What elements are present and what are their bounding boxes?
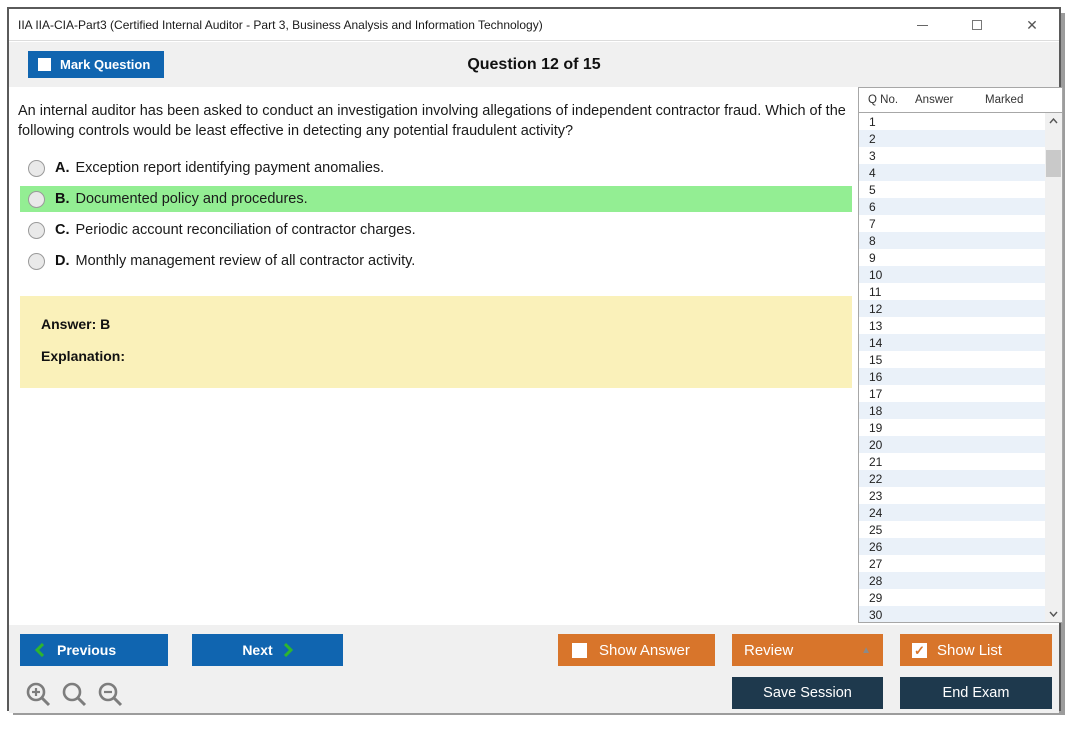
show-list-checkbox[interactable] xyxy=(912,643,927,658)
option-text: Documented policy and procedures. xyxy=(75,191,308,207)
option-c[interactable] xyxy=(20,217,852,243)
question-list-row[interactable]: 27 xyxy=(869,556,883,571)
show-list-button[interactable] xyxy=(900,634,1052,666)
option-letter: C. xyxy=(55,222,70,238)
question-list-row[interactable]: 6 xyxy=(859,198,1045,215)
save-session-button[interactable] xyxy=(732,677,883,709)
previous-button[interactable] xyxy=(20,634,168,666)
window-title: IIA IIA-CIA-Part3 (Certified Internal Auditor - Part 3, Business Analysis and Information Technology) xyxy=(18,18,543,32)
question-list-row[interactable]: 14 xyxy=(859,334,1045,351)
question-list-row[interactable]: 15 xyxy=(869,352,883,367)
show-answer-checkbox[interactable] xyxy=(572,643,587,658)
answer-panel xyxy=(20,296,852,388)
question-list-row[interactable]: 18 xyxy=(859,402,1045,419)
explanation-line: Explanation: xyxy=(41,348,126,364)
question-list-row[interactable]: 1 xyxy=(869,114,876,129)
scroll-down-icon[interactable] xyxy=(1045,606,1062,622)
option-text: Monthly management review of all contractor activity. xyxy=(75,253,416,269)
scrollbar-thumb[interactable] xyxy=(1046,150,1061,177)
option-letter: B. xyxy=(55,191,70,207)
question-list-header xyxy=(859,88,1062,113)
question-list-row[interactable]: 11 xyxy=(869,284,882,299)
chevron-left-icon xyxy=(35,643,44,657)
question-list-row[interactable]: 30 xyxy=(859,606,1045,622)
column-marked: Marked xyxy=(985,94,1024,106)
column-answer: Answer xyxy=(915,94,954,106)
zoom-in-icon[interactable] xyxy=(25,681,52,708)
question-list-row[interactable]: 3 xyxy=(869,148,876,163)
question-list-row[interactable]: 20 xyxy=(859,436,1045,453)
option-text: Periodic account reconciliation of contractor charges. xyxy=(75,222,416,238)
chevron-right-icon xyxy=(284,643,293,657)
column-q-no: Q No. xyxy=(868,94,899,106)
close-icon[interactable]: ✕ xyxy=(1026,17,1038,33)
question-text: An internal auditor has been asked to conduct an investigation involving allegations of independent contractor fraud. Which of the following controls would be least effective in detecting any potential fraudulent activity? xyxy=(18,103,846,139)
question-header-band xyxy=(9,42,1059,87)
question-list-row[interactable]: 23 xyxy=(869,488,883,503)
app-window xyxy=(7,7,1061,711)
question-list-row[interactable]: 19 xyxy=(869,420,883,435)
answer-line: Answer: B xyxy=(41,316,111,332)
question-list-row[interactable]: 22 xyxy=(859,470,1045,487)
question-list-row[interactable]: 25 xyxy=(869,522,883,537)
question-list-row[interactable]: 9 xyxy=(869,250,876,265)
end-exam-button[interactable] xyxy=(900,677,1052,709)
option-b[interactable] xyxy=(20,186,852,212)
minimize-icon[interactable] xyxy=(915,18,929,32)
review-button[interactable] xyxy=(732,634,883,666)
question-list-body xyxy=(859,113,1045,622)
window-controls xyxy=(915,9,1039,41)
question-list-row[interactable]: 2 xyxy=(859,130,1045,147)
question-counter: Question 12 of 15 xyxy=(467,56,601,73)
radio-button[interactable] xyxy=(28,253,45,270)
end-exam-label: End Exam xyxy=(942,685,1010,701)
options-list xyxy=(20,155,852,279)
question-list-row[interactable]: 21 xyxy=(869,454,883,469)
question-list-row[interactable]: 4 xyxy=(859,164,1045,181)
radio-button[interactable] xyxy=(28,222,45,239)
option-a[interactable] xyxy=(20,155,852,181)
next-label: Next xyxy=(242,642,273,658)
question-list-row[interactable]: 13 xyxy=(869,318,883,333)
radio-button[interactable] xyxy=(28,160,45,177)
check-icon: ✓ xyxy=(914,642,925,658)
show-answer-button[interactable] xyxy=(558,634,715,666)
option-letter: D. xyxy=(55,253,70,269)
mark-question-label: Mark Question xyxy=(60,57,151,72)
show-list-label: Show List xyxy=(937,641,1003,659)
zoom-reset-icon[interactable] xyxy=(61,681,88,708)
review-label: Review xyxy=(744,641,794,659)
zoom-out-icon[interactable] xyxy=(97,681,124,708)
question-list-panel xyxy=(858,87,1063,623)
question-list-row[interactable]: 26 xyxy=(859,538,1045,555)
question-list-row[interactable]: 7 xyxy=(869,216,876,231)
question-list-scrollbar[interactable] xyxy=(1045,113,1062,622)
title-bar xyxy=(9,9,1059,41)
question-list-row[interactable]: 29 xyxy=(869,590,883,605)
question-list-row[interactable]: 5 xyxy=(869,182,876,197)
option-d[interactable] xyxy=(20,248,852,274)
radio-button[interactable] xyxy=(28,191,45,208)
save-session-label: Save Session xyxy=(763,685,852,701)
zoom-controls xyxy=(25,681,124,708)
question-list-row[interactable]: 8 xyxy=(859,232,1045,249)
scroll-up-icon[interactable] xyxy=(1045,113,1062,129)
dropdown-up-icon: ▲ xyxy=(861,644,871,656)
next-button[interactable] xyxy=(192,634,343,666)
question-list-row[interactable]: 16 xyxy=(859,368,1045,385)
question-list-row[interactable]: 12 xyxy=(859,300,1045,317)
question-list-row[interactable]: 24 xyxy=(859,504,1045,521)
maximize-icon[interactable] xyxy=(970,18,984,32)
option-letter: A. xyxy=(55,160,70,176)
previous-label: Previous xyxy=(57,642,117,658)
option-text: Exception report identifying payment anomalies. xyxy=(75,160,385,176)
show-answer-label: Show Answer xyxy=(599,641,690,659)
footer-bar xyxy=(9,625,1059,713)
question-list-row[interactable]: 10 xyxy=(859,266,1045,283)
question-list-row[interactable]: 17 xyxy=(869,386,883,401)
question-list-row[interactable]: 28 xyxy=(859,572,1045,589)
